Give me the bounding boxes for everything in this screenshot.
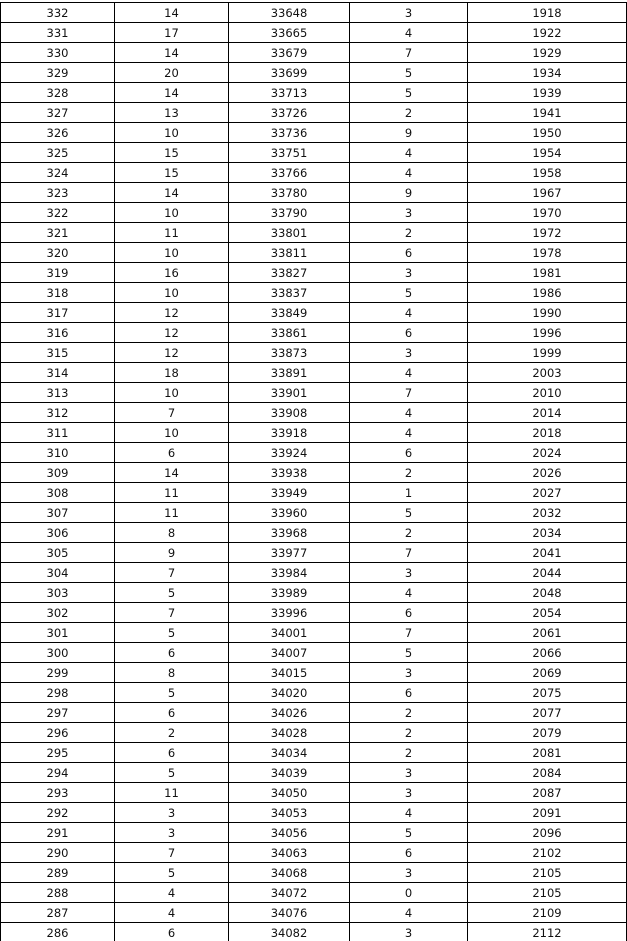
extra-cumulative-cell: 1950 [468, 123, 627, 143]
count-cell: 6 [115, 743, 229, 763]
extra-cumulative-cell: 1970 [468, 203, 627, 223]
cumulative-count-cell: 33665 [229, 23, 350, 43]
extra-cumulative-cell: 1922 [468, 23, 627, 43]
cumulative-count-cell: 34063 [229, 843, 350, 863]
extra-cumulative-cell: 2041 [468, 543, 627, 563]
cumulative-count-cell: 33901 [229, 383, 350, 403]
extra-count-cell: 4 [350, 363, 468, 383]
count-cell: 14 [115, 463, 229, 483]
score-cell: 298 [1, 683, 115, 703]
extra-count-cell: 4 [350, 163, 468, 183]
table-row [1, 483, 627, 503]
extra-count-cell: 3 [350, 203, 468, 223]
score-cell: 315 [1, 343, 115, 363]
extra-cumulative-cell: 2027 [468, 483, 627, 503]
table-row [1, 903, 627, 923]
extra-cumulative-cell: 2109 [468, 903, 627, 923]
count-cell: 13 [115, 103, 229, 123]
score-cell: 317 [1, 303, 115, 323]
score-cell: 290 [1, 843, 115, 863]
score-cell: 325 [1, 143, 115, 163]
table-row [1, 743, 627, 763]
count-cell: 18 [115, 363, 229, 383]
extra-cumulative-cell: 1978 [468, 243, 627, 263]
extra-count-cell: 7 [350, 623, 468, 643]
cumulative-count-cell: 34072 [229, 883, 350, 903]
extra-cumulative-cell: 1981 [468, 263, 627, 283]
table-row [1, 583, 627, 603]
table-row [1, 403, 627, 423]
count-cell: 9 [115, 543, 229, 563]
table-row [1, 263, 627, 283]
score-cell: 320 [1, 243, 115, 263]
count-cell: 10 [115, 203, 229, 223]
count-cell: 17 [115, 23, 229, 43]
extra-count-cell: 5 [350, 63, 468, 83]
score-cell: 328 [1, 83, 115, 103]
cumulative-count-cell: 33984 [229, 563, 350, 583]
extra-count-cell: 5 [350, 503, 468, 523]
extra-count-cell: 5 [350, 823, 468, 843]
extra-cumulative-cell: 2091 [468, 803, 627, 823]
table-row [1, 543, 627, 563]
extra-cumulative-cell: 2084 [468, 763, 627, 783]
extra-count-cell: 2 [350, 723, 468, 743]
extra-cumulative-cell: 2034 [468, 523, 627, 543]
table-row [1, 303, 627, 323]
table-row [1, 43, 627, 63]
score-cell: 287 [1, 903, 115, 923]
extra-cumulative-cell: 2079 [468, 723, 627, 743]
score-cell: 307 [1, 503, 115, 523]
count-cell: 11 [115, 783, 229, 803]
count-cell: 15 [115, 163, 229, 183]
extra-cumulative-cell: 2081 [468, 743, 627, 763]
count-cell: 15 [115, 143, 229, 163]
extra-count-cell: 0 [350, 883, 468, 903]
count-cell: 7 [115, 843, 229, 863]
table-row [1, 103, 627, 123]
cumulative-count-cell: 33679 [229, 43, 350, 63]
table-row [1, 723, 627, 743]
cumulative-count-cell: 33837 [229, 283, 350, 303]
score-cell: 304 [1, 563, 115, 583]
score-distribution-table [0, 2, 627, 941]
extra-cumulative-cell: 1986 [468, 283, 627, 303]
score-cell: 319 [1, 263, 115, 283]
score-cell: 322 [1, 203, 115, 223]
cumulative-count-cell: 33811 [229, 243, 350, 263]
table-row [1, 243, 627, 263]
extra-count-cell: 2 [350, 463, 468, 483]
extra-cumulative-cell: 1934 [468, 63, 627, 83]
extra-count-cell: 5 [350, 83, 468, 103]
score-cell: 302 [1, 603, 115, 623]
extra-count-cell: 2 [350, 523, 468, 543]
table-row [1, 703, 627, 723]
extra-count-cell: 4 [350, 903, 468, 923]
count-cell: 12 [115, 303, 229, 323]
extra-count-cell: 4 [350, 403, 468, 423]
count-cell: 6 [115, 703, 229, 723]
count-cell: 10 [115, 123, 229, 143]
cumulative-count-cell: 33736 [229, 123, 350, 143]
extra-count-cell: 3 [350, 263, 468, 283]
table-row [1, 163, 627, 183]
extra-cumulative-cell: 2096 [468, 823, 627, 843]
extra-count-cell: 7 [350, 383, 468, 403]
score-cell: 326 [1, 123, 115, 143]
extra-count-cell: 4 [350, 803, 468, 823]
table-row [1, 363, 627, 383]
extra-count-cell: 4 [350, 23, 468, 43]
extra-count-cell: 2 [350, 743, 468, 763]
count-cell: 14 [115, 3, 229, 23]
cumulative-count-cell: 34015 [229, 663, 350, 683]
table-row [1, 223, 627, 243]
extra-cumulative-cell: 2069 [468, 663, 627, 683]
count-cell: 5 [115, 683, 229, 703]
cumulative-count-cell: 33977 [229, 543, 350, 563]
score-cell: 297 [1, 703, 115, 723]
extra-cumulative-cell: 2061 [468, 623, 627, 643]
extra-count-cell: 7 [350, 43, 468, 63]
table-row [1, 343, 627, 363]
count-cell: 11 [115, 223, 229, 243]
table-row [1, 183, 627, 203]
cumulative-count-cell: 33968 [229, 523, 350, 543]
extra-cumulative-cell: 1954 [468, 143, 627, 163]
count-cell: 10 [115, 283, 229, 303]
extra-count-cell: 9 [350, 183, 468, 203]
extra-cumulative-cell: 1929 [468, 43, 627, 63]
extra-cumulative-cell: 1967 [468, 183, 627, 203]
cumulative-count-cell: 33989 [229, 583, 350, 603]
table-row [1, 623, 627, 643]
count-cell: 5 [115, 623, 229, 643]
cumulative-count-cell: 34050 [229, 783, 350, 803]
extra-cumulative-cell: 1939 [468, 83, 627, 103]
extra-count-cell: 2 [350, 703, 468, 723]
score-cell: 294 [1, 763, 115, 783]
score-cell: 329 [1, 63, 115, 83]
table-row [1, 683, 627, 703]
extra-count-cell: 3 [350, 563, 468, 583]
cumulative-count-cell: 33960 [229, 503, 350, 523]
extra-count-cell: 4 [350, 583, 468, 603]
score-cell: 310 [1, 443, 115, 463]
extra-count-cell: 7 [350, 543, 468, 563]
score-cell: 308 [1, 483, 115, 503]
cumulative-count-cell: 33891 [229, 363, 350, 383]
extra-cumulative-cell: 2054 [468, 603, 627, 623]
table-row [1, 563, 627, 583]
count-cell: 8 [115, 663, 229, 683]
extra-cumulative-cell: 2105 [468, 883, 627, 903]
extra-cumulative-cell: 2075 [468, 683, 627, 703]
score-cell: 300 [1, 643, 115, 663]
count-cell: 7 [115, 603, 229, 623]
extra-cumulative-cell: 1958 [468, 163, 627, 183]
count-cell: 6 [115, 443, 229, 463]
cumulative-count-cell: 33938 [229, 463, 350, 483]
count-cell: 10 [115, 423, 229, 443]
cumulative-count-cell: 33726 [229, 103, 350, 123]
table-row [1, 883, 627, 903]
cumulative-count-cell: 33801 [229, 223, 350, 243]
extra-cumulative-cell: 2105 [468, 863, 627, 883]
score-cell: 288 [1, 883, 115, 903]
table-row [1, 463, 627, 483]
cumulative-count-cell: 34039 [229, 763, 350, 783]
cumulative-count-cell: 34028 [229, 723, 350, 743]
cumulative-count-cell: 33908 [229, 403, 350, 423]
extra-cumulative-cell: 2018 [468, 423, 627, 443]
cumulative-count-cell: 33780 [229, 183, 350, 203]
extra-cumulative-cell: 2077 [468, 703, 627, 723]
extra-count-cell: 6 [350, 683, 468, 703]
cumulative-count-cell: 34056 [229, 823, 350, 843]
cumulative-count-cell: 33699 [229, 63, 350, 83]
cumulative-count-cell: 34076 [229, 903, 350, 923]
count-cell: 4 [115, 903, 229, 923]
table-row [1, 123, 627, 143]
count-cell: 16 [115, 263, 229, 283]
extra-count-cell: 3 [350, 343, 468, 363]
extra-cumulative-cell: 2003 [468, 363, 627, 383]
table-row [1, 423, 627, 443]
table-row [1, 443, 627, 463]
table-row [1, 663, 627, 683]
count-cell: 3 [115, 803, 229, 823]
extra-cumulative-cell: 2032 [468, 503, 627, 523]
table-row [1, 783, 627, 803]
score-cell: 286 [1, 923, 115, 941]
score-cell: 313 [1, 383, 115, 403]
score-cell: 292 [1, 803, 115, 823]
extra-count-cell: 1 [350, 483, 468, 503]
extra-count-cell: 4 [350, 143, 468, 163]
extra-cumulative-cell: 1996 [468, 323, 627, 343]
score-cell: 327 [1, 103, 115, 123]
count-cell: 12 [115, 323, 229, 343]
count-cell: 5 [115, 763, 229, 783]
score-cell: 311 [1, 423, 115, 443]
score-cell: 289 [1, 863, 115, 883]
count-cell: 6 [115, 643, 229, 663]
cumulative-count-cell: 34020 [229, 683, 350, 703]
cumulative-count-cell: 33949 [229, 483, 350, 503]
score-cell: 303 [1, 583, 115, 603]
table-row [1, 823, 627, 843]
table-row [1, 23, 627, 43]
table-row [1, 383, 627, 403]
extra-cumulative-cell: 1999 [468, 343, 627, 363]
table-row [1, 523, 627, 543]
table-row [1, 503, 627, 523]
count-cell: 3 [115, 823, 229, 843]
table-body [1, 3, 627, 941]
extra-count-cell: 3 [350, 863, 468, 883]
table-row [1, 203, 627, 223]
count-cell: 12 [115, 343, 229, 363]
table-row [1, 143, 627, 163]
score-cell: 332 [1, 3, 115, 23]
table-row [1, 3, 627, 23]
count-cell: 6 [115, 923, 229, 941]
extra-cumulative-cell: 2112 [468, 923, 627, 941]
table-row [1, 323, 627, 343]
table-row [1, 643, 627, 663]
cumulative-count-cell: 34053 [229, 803, 350, 823]
extra-count-cell: 3 [350, 763, 468, 783]
count-cell: 14 [115, 183, 229, 203]
score-cell: 316 [1, 323, 115, 343]
cumulative-count-cell: 34007 [229, 643, 350, 663]
cumulative-count-cell: 34082 [229, 923, 350, 941]
score-cell: 312 [1, 403, 115, 423]
extra-count-cell: 3 [350, 663, 468, 683]
cumulative-count-cell: 34026 [229, 703, 350, 723]
count-cell: 7 [115, 563, 229, 583]
table-row [1, 63, 627, 83]
table-row [1, 863, 627, 883]
cumulative-count-cell: 33827 [229, 263, 350, 283]
extra-count-cell: 2 [350, 103, 468, 123]
score-cell: 296 [1, 723, 115, 743]
score-cell: 318 [1, 283, 115, 303]
count-cell: 5 [115, 863, 229, 883]
cumulative-count-cell: 34034 [229, 743, 350, 763]
table-row [1, 763, 627, 783]
score-cell: 306 [1, 523, 115, 543]
extra-cumulative-cell: 2026 [468, 463, 627, 483]
count-cell: 14 [115, 43, 229, 63]
count-cell: 4 [115, 883, 229, 903]
score-cell: 314 [1, 363, 115, 383]
extra-cumulative-cell: 2010 [468, 383, 627, 403]
count-cell: 8 [115, 523, 229, 543]
extra-count-cell: 6 [350, 843, 468, 863]
score-cell: 331 [1, 23, 115, 43]
score-cell: 305 [1, 543, 115, 563]
cumulative-count-cell: 34001 [229, 623, 350, 643]
cumulative-count-cell: 33861 [229, 323, 350, 343]
extra-cumulative-cell: 2014 [468, 403, 627, 423]
extra-count-cell: 6 [350, 243, 468, 263]
cumulative-count-cell: 33873 [229, 343, 350, 363]
extra-cumulative-cell: 1941 [468, 103, 627, 123]
table-row [1, 803, 627, 823]
cumulative-count-cell: 33790 [229, 203, 350, 223]
count-cell: 11 [115, 483, 229, 503]
count-cell: 5 [115, 583, 229, 603]
score-cell: 295 [1, 743, 115, 763]
count-cell: 11 [115, 503, 229, 523]
count-cell: 10 [115, 383, 229, 403]
extra-cumulative-cell: 1918 [468, 3, 627, 23]
extra-cumulative-cell: 2048 [468, 583, 627, 603]
table-row [1, 83, 627, 103]
extra-count-cell: 3 [350, 923, 468, 941]
cumulative-count-cell: 34068 [229, 863, 350, 883]
extra-count-cell: 4 [350, 423, 468, 443]
cumulative-count-cell: 33924 [229, 443, 350, 463]
score-cell: 330 [1, 43, 115, 63]
table-row [1, 603, 627, 623]
count-cell: 2 [115, 723, 229, 743]
extra-cumulative-cell: 2102 [468, 843, 627, 863]
extra-count-cell: 5 [350, 643, 468, 663]
score-cell: 309 [1, 463, 115, 483]
extra-cumulative-cell: 1972 [468, 223, 627, 243]
table-row [1, 283, 627, 303]
cumulative-count-cell: 33648 [229, 3, 350, 23]
extra-cumulative-cell: 2066 [468, 643, 627, 663]
cumulative-count-cell: 33751 [229, 143, 350, 163]
extra-count-cell: 2 [350, 223, 468, 243]
table-row [1, 843, 627, 863]
extra-cumulative-cell: 1990 [468, 303, 627, 323]
score-cell: 301 [1, 623, 115, 643]
score-cell: 299 [1, 663, 115, 683]
count-cell: 10 [115, 243, 229, 263]
cumulative-count-cell: 33766 [229, 163, 350, 183]
extra-count-cell: 3 [350, 783, 468, 803]
count-cell: 14 [115, 83, 229, 103]
extra-count-cell: 6 [350, 443, 468, 463]
count-cell: 20 [115, 63, 229, 83]
extra-cumulative-cell: 2024 [468, 443, 627, 463]
extra-cumulative-cell: 2087 [468, 783, 627, 803]
table-row [1, 923, 627, 941]
cumulative-count-cell: 33918 [229, 423, 350, 443]
extra-cumulative-cell: 2044 [468, 563, 627, 583]
cumulative-count-cell: 33996 [229, 603, 350, 623]
extra-count-cell: 9 [350, 123, 468, 143]
score-cell: 293 [1, 783, 115, 803]
score-cell: 291 [1, 823, 115, 843]
extra-count-cell: 3 [350, 3, 468, 23]
cumulative-count-cell: 33849 [229, 303, 350, 323]
extra-count-cell: 4 [350, 303, 468, 323]
score-cell: 321 [1, 223, 115, 243]
score-cell: 323 [1, 183, 115, 203]
count-cell: 7 [115, 403, 229, 423]
score-cell: 324 [1, 163, 115, 183]
extra-count-cell: 5 [350, 283, 468, 303]
cumulative-count-cell: 33713 [229, 83, 350, 103]
extra-count-cell: 6 [350, 323, 468, 343]
extra-count-cell: 6 [350, 603, 468, 623]
